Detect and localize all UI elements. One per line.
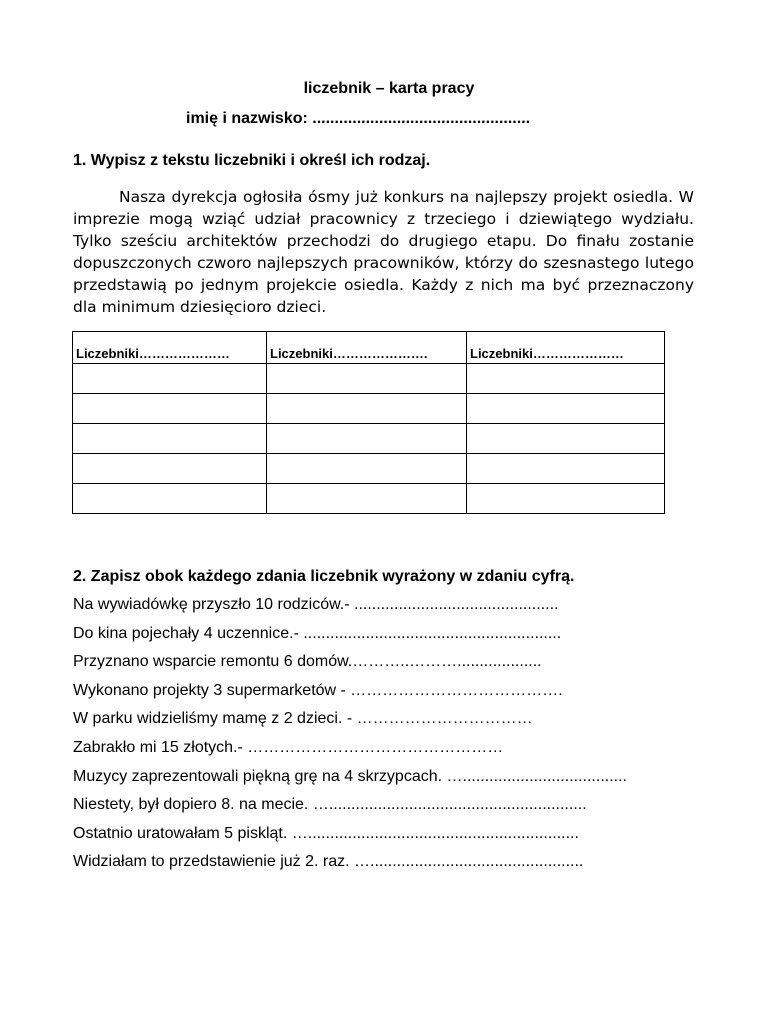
list-item[interactable]: Wykonano projekty 3 supermarketów - …………………………………. [73,681,563,699]
numerals-answer-table [72,331,665,514]
table-row [73,424,665,454]
answer-cell[interactable] [267,484,467,514]
list-item[interactable]: Na wywiadówkę przyszło 10 rodziców.- .............................................. [73,596,559,613]
table-header-cell: Liczebniki………………… [467,332,665,364]
task-2-heading: 2. Zapisz obok każdego zdania liczebnik wyrażony w zdaniu cyfrą. [73,568,575,585]
answer-cell[interactable] [467,364,665,394]
table-row [73,454,665,484]
worksheet-title: liczebnik – karta pracy [303,80,475,97]
answer-cell[interactable] [73,454,267,484]
table-header-row [73,332,665,364]
answer-cell[interactable] [267,364,467,394]
answer-cell[interactable] [73,484,267,514]
table-header-cell: Liczebniki………………… [73,332,267,364]
list-item[interactable]: Niestety, był dopiero 8. na mecie. ….......................................................... [73,796,587,814]
table-row [73,364,665,394]
list-item[interactable]: Przyznano wsparcie remontu 6 domów.………..………................... [73,653,542,671]
table-row [73,484,665,514]
answer-cell[interactable] [73,364,267,394]
task-2-sentence-list [73,594,627,880]
list-item[interactable]: Zabrakło mi 15 złotych.- ………………………………………… [73,738,504,756]
list-item[interactable]: Widziałam to przedstawienie już 2. raz. …................................................ [73,853,584,871]
answer-cell[interactable] [467,394,665,424]
answer-cell[interactable] [467,424,665,454]
answer-cell[interactable] [267,394,467,424]
answer-cell[interactable] [467,484,665,514]
answer-cell[interactable] [467,454,665,484]
task-1-text: Nasza dyrekcja ogłosiła ósmy już konkurs na najlepszy projekt osiedla. W imprezie mogą wziąć udział pracownicy z trzeciego i dziewiątego wydziału. Tylko sześciu architektów przechodzi do drugiego etapu. Do finału zostanie dopuszczonych czworo najlepszych pracowników, którzy do szesnastego lutego przedstawią po jednym projekcie osiedla. Każdy z nich ma być przeznaczony dla minimum dziesięcioro dzieci. [73,188,694,316]
list-item[interactable]: Ostatnio uratowałam 5 piskląt. …............................................................. [73,824,579,842]
list-item[interactable]: W parku widzieliśmy mamę z 2 dzieci. - …………………………… [73,710,533,728]
answer-cell[interactable] [73,394,267,424]
answer-cell[interactable] [73,424,267,454]
list-item[interactable]: Muzycy zaprezentowali piękną grę na 4 skrzypcach. …..................................... [73,767,627,785]
table-row [73,394,665,424]
table-header-cell: Liczebniki…………………. [267,332,467,364]
answer-cell[interactable] [267,454,467,484]
name-field-line[interactable]: imię i nazwisko: ................................................. [186,110,531,127]
task-1-heading: 1. Wypisz z tekstu liczebniki i określ ich rodzaj. [73,152,431,169]
list-item[interactable]: Do kina pojechały 4 uczennice.- .......................................................... [73,624,562,642]
answer-cell[interactable] [267,424,467,454]
